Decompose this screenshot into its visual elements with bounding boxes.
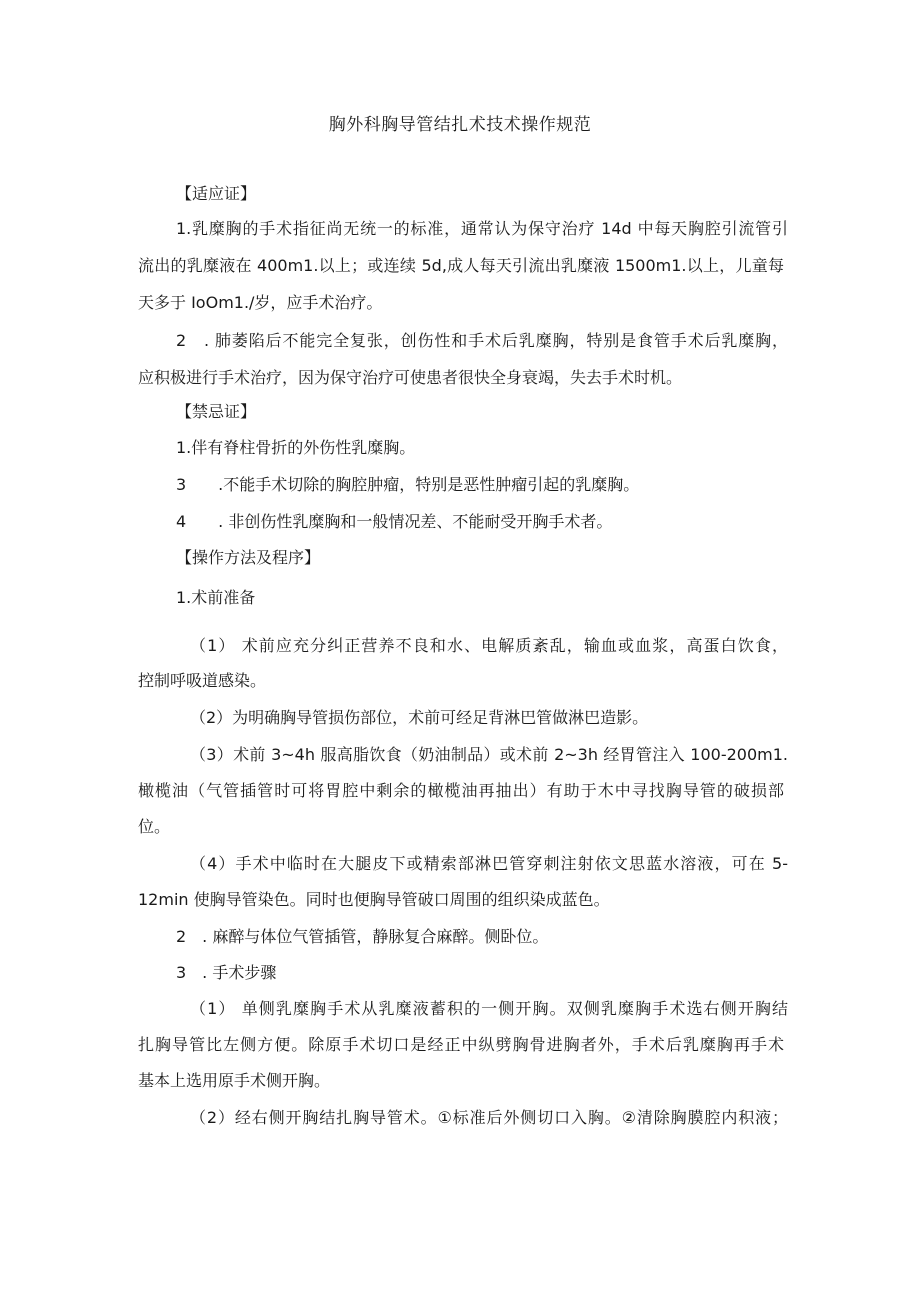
- prep-3-line-2: 橄榄油（气管插管时可将胃腔中剩余的橄榄油再抽出）有助于木中寻找胸导管的破损部: [138, 781, 784, 800]
- contraindication-1: 1.伴有脊柱骨折的外伤性乳糜胸。: [176, 438, 416, 457]
- prep-3-line-3: 位。: [138, 817, 171, 836]
- indication-2-line-1: 2 . 肺萎陷后不能完全复张，创伤性和手术后乳糜胸，特别是食管手术后乳糜胸，: [176, 331, 788, 350]
- prep-2: （2）为明确胸导管损伤部位，术前可经足背淋巴管做淋巴造影。: [190, 708, 649, 727]
- steps-heading: 3 . 手术步骤: [176, 963, 277, 982]
- indication-1-line-1: 1.乳糜胸的手术指征尚无统一的标准，通常认为保守治疗 14d 中每天胸腔引流管引: [176, 219, 788, 238]
- steps-1-line-2: 扎胸导管比左侧方便。除原手术切口是经正中纵劈胸骨进胸者外，手术后乳糜胸再手术: [138, 1035, 784, 1054]
- indication-2-line-2: 应积极进行手术治疗，因为保守治疗可使患者很快全身衰竭，失去手术时机。: [138, 368, 683, 387]
- prep-4-line-1: （4）手术中临时在大腿皮下或精索部淋巴管穿刺注射依文思蓝水溶液，可在 5-: [190, 854, 788, 873]
- page-title: 胸外科胸导管结扎术技术操作规范: [328, 115, 592, 135]
- contraindication-3: 3 .不能手术切除的胸腔肿瘤，特别是恶性肿瘤引起的乳糜胸。: [176, 475, 640, 494]
- contraindications-heading: 【禁忌证】: [176, 402, 257, 421]
- steps-1-line-3: 基本上选用原手术侧开胸。: [138, 1071, 331, 1090]
- indication-1-line-3: 天多于 IoOm1./岁，应手术治疗。: [138, 293, 383, 312]
- prep-3-line-1: （3）术前 3~4h 服高脂饮食（奶油制品）或术前 2~3h 经胃管注入 100-200m1.: [190, 745, 788, 764]
- contraindication-4: 4 . 非创伤性乳糜胸和一般情况差、不能耐受开胸手术者。: [176, 512, 613, 531]
- procedure-heading: 【操作方法及程序】: [176, 548, 321, 567]
- indications-heading: 【适应证】: [176, 184, 257, 203]
- steps-1-line-1: （1） 单侧乳糜胸手术从乳糜液蓄积的一侧开胸。双侧乳糜胸手术选右侧开胸结: [190, 999, 788, 1018]
- indication-1-line-2: 流出的乳糜液在 400m1.以上；或连续 5d,成人每天引流出乳糜液 1500m1.以上，儿童每: [138, 256, 784, 275]
- prep-heading: 1.术前准备: [176, 588, 256, 607]
- steps-2-line-1: （2）经右侧开胸结扎胸导管术。①标准后外侧切口入胸。②清除胸膜腔内积液；: [190, 1108, 788, 1127]
- prep-1-line-2: 控制呼吸道感染。: [138, 671, 267, 690]
- anesthesia-position: 2 . 麻醉与体位气管插管，静脉复合麻醉。侧卧位。: [176, 927, 549, 946]
- prep-4-line-2: 12min 使胸导管染色。同时也便胸导管破口周围的组织染成蓝色。: [138, 890, 610, 909]
- prep-1-line-1: （1） 术前应充分纠正营养不良和水、电解质紊乱，输血或血浆，高蛋白饮食，: [190, 636, 788, 655]
